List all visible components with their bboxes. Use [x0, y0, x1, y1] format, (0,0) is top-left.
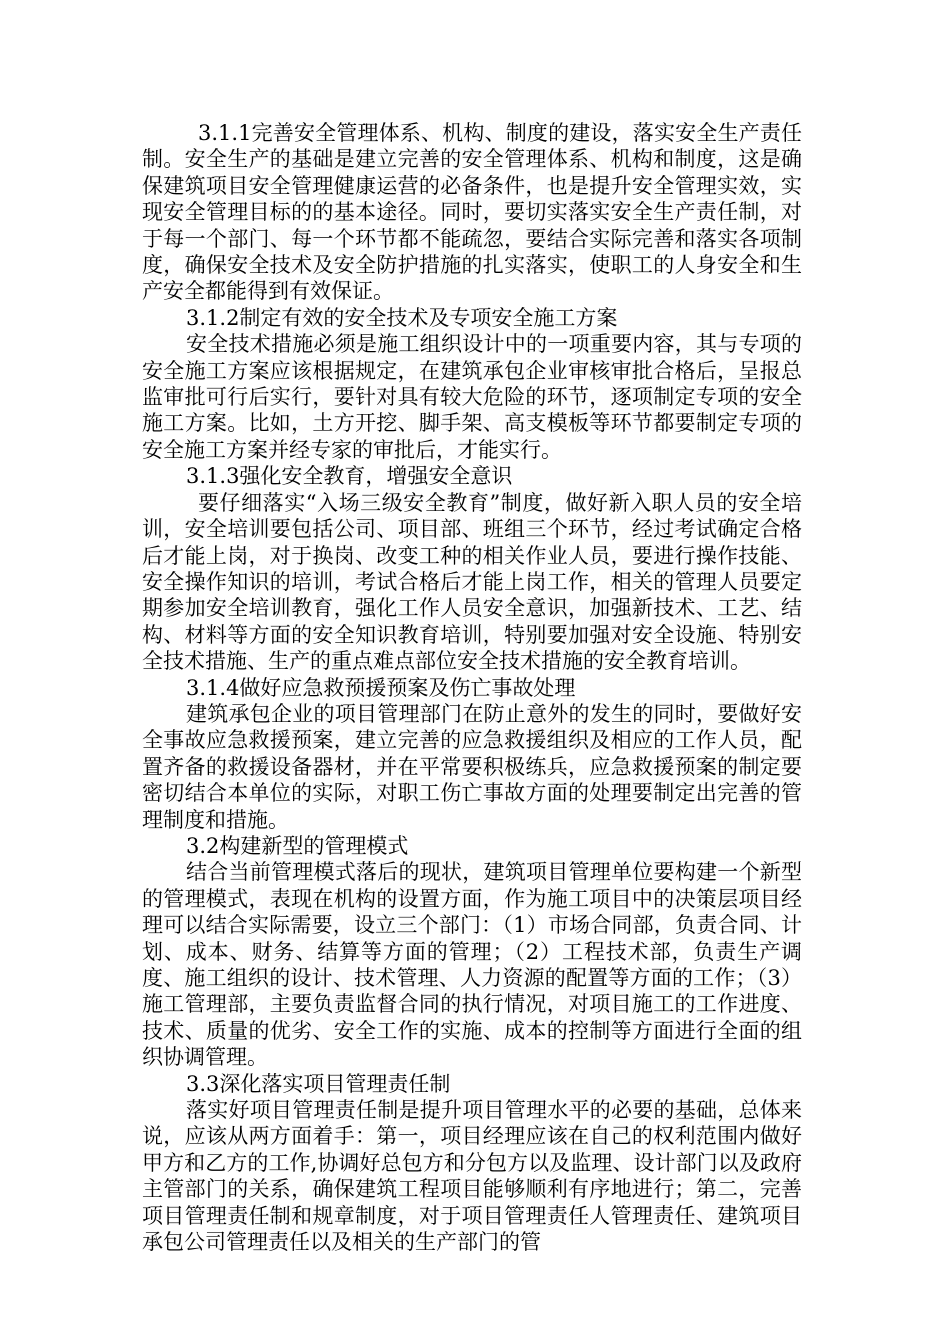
heading-3-1-3: 3.1.3强化安全教育，增强安全意识 [186, 464, 513, 489]
heading-3-1-2: 3.1.2制定有效的安全技术及专项安全施工方案 [186, 305, 618, 330]
paragraph-3-2-body: 结合当前管理模式落后的现状，建筑项目管理单位要构建一个新型的管理模式，表现在机构的设置方面，作为施工项目中的决策层项目经理可以结合实际需要，设立三个部门：（1）市场合同部，负责合同、计划、成本、财务、结算等方面的管理；（2）工程技术部，负责生产调度、施工组织的设计、技术管理、人力资源的配置等方面的工作；（3）施工管理部，主要负责监督合同的执行情况，对项目施工的工作进度、技术、质量的优劣、安全工作的实施、成本的控制等方面进行全面的组织协调管理。 [142, 860, 802, 1070]
paragraph-3-1-1: 3.1.1完善安全管理体系、机构、制度的建设，落实安全生产责任制。安全生产的基础是建立完善的安全管理体系、机构和制度，这是确保建筑项目安全管理健康运营的必备条件，也是提升安全管理实效，实现安全管理目标的的基本途径。同时，要切实落实安全生产责任制，对于每一个部门、每一个环节都不能疏忽，要结合实际完善和落实各项制度，确保安全技术及安全防护措施的扎实落实，使职工的人身安全和生产安全都能得到有效保证。 [142, 121, 802, 304]
paragraph-3-1-4-body: 建筑承包企业的项目管理部门在防止意外的发生的同时，要做好安全事故应急救援预案，建立完善的应急救援组织及相应的工作人员，配置齐备的救援设备器材，并在平常要积极练兵，应急救援预案的制定要密切结合本单位的实际，对职工伤亡事故方面的处理要制定出完善的管理制度和措施。 [142, 701, 802, 832]
document-page [142, 120, 802, 1255]
heading-3-3: 3.3深化落实项目管理责任制 [186, 1071, 451, 1096]
paragraph-3-1-3-body: 要仔细落实“入场三级安全教育”制度，做好新入职人员的安全培训，安全培训要包括公司、项目部、班组三个环节，经过考试确定合格后才能上岗，对于换岗、改变工种的相关作业人员，要进行操作技能、安全操作知识的培训，考试合格后才能上岗工作，相关的管理人员要定期参加安全培训教育，强化工作人员安全意识，加强新技术、工艺、结构、材料等方面的安全知识教育培训，特别要加强对安全设施、特别安全技术措施、生产的重点难点部位安全技术措施的安全教育培训。 [142, 490, 802, 674]
paragraph-3-3-body: 落实好项目管理责任制是提升项目管理水平的必要的基础，总体来说，应该从两方面着手：第一，项目经理应该在自己的权利范围内做好甲方和乙方的工作,协调好总包方和分包方以及监理、设计部门以及政府主管部门的关系，确保建筑工程项目能够顺利有序地进行；第二，完善项目管理责任制和规章制度，对于项目管理责任人管理责任、建筑项目承包公司管理责任以及相关的生产部门的管 [142, 1098, 802, 1255]
paragraph-3-1-2-body: 安全技术措施必须是施工组织设计中的一项重要内容，其与专项的安全施工方案应该根据规定，在建筑承包企业审核审批合格后，呈报总监审批可行后实行，要针对具有较大危险的环节，逐项制定专项的安全施工方案。比如，土方开挖、脚手架、高支模板等环节都要制定专项的安全施工方案并经专家的审批后，才能实行。 [142, 332, 802, 462]
heading-3-2: 3.2构建新型的管理模式 [186, 833, 409, 858]
heading-3-1-4: 3.1.4做好应急救预援预案及伤亡事故处理 [186, 675, 576, 700]
